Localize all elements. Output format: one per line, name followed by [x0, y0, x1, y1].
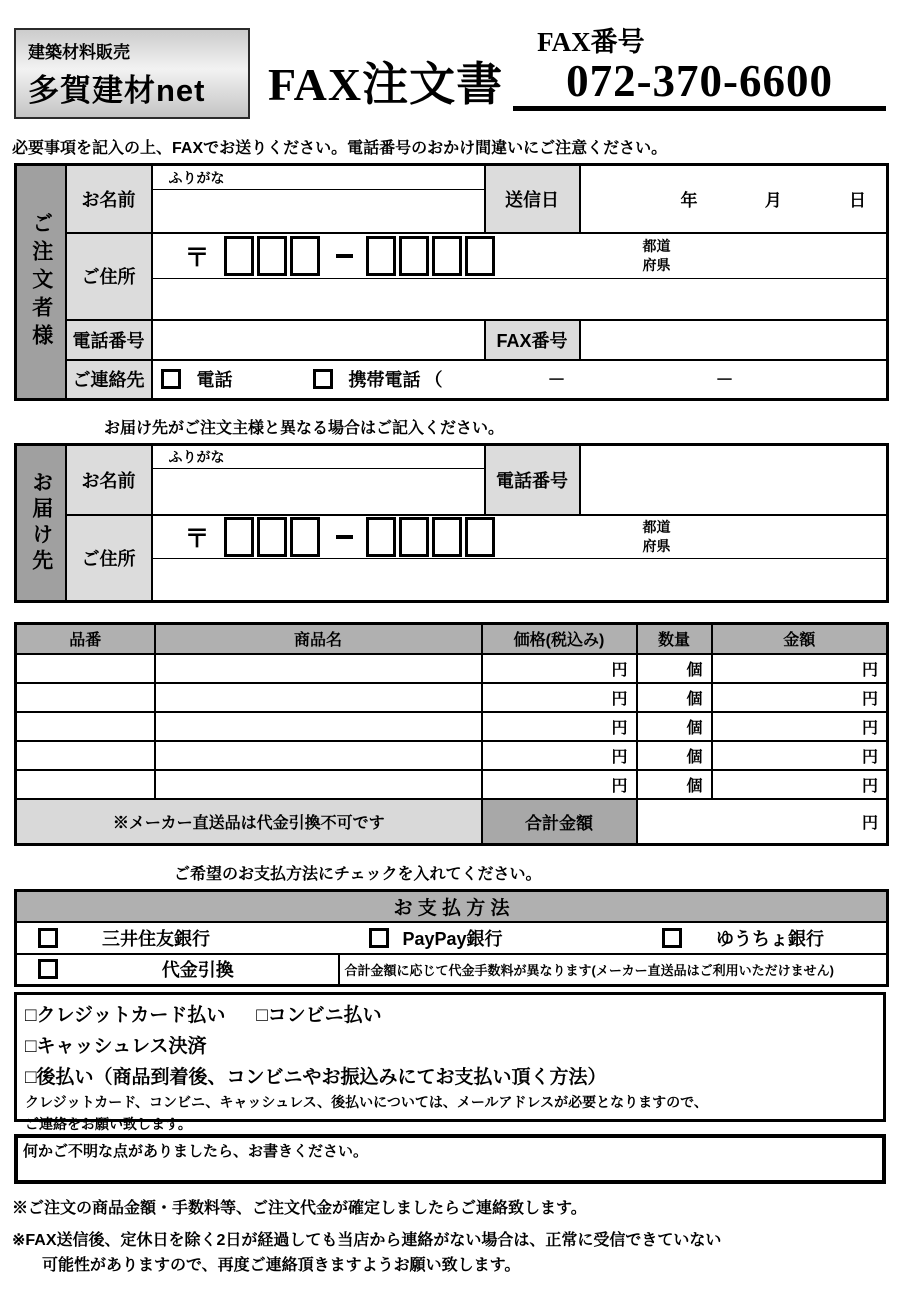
bank-option-paypay: [369, 925, 502, 951]
delivery-address-field[interactable]: [152, 559, 888, 602]
total-amount-label: 合計金額: [482, 799, 637, 845]
furigana-label: ふりがな: [168, 449, 225, 465]
orderer-phone-label: 電話番号: [66, 320, 152, 360]
other-payment-options-box: [14, 992, 886, 1133]
qty-cell[interactable]: 個: [637, 654, 712, 683]
phone-dash: －: [547, 370, 566, 391]
bank-yucho-checkbox[interactable]: [662, 928, 682, 948]
contact-method-row: [152, 360, 888, 400]
bank-paypay-label: PayPay銀行: [402, 928, 503, 949]
postal-digit-box[interactable]: [224, 236, 254, 276]
bank-option-yucho: [662, 925, 824, 951]
orderer-name-field[interactable]: [152, 190, 485, 233]
cod-option-cell: [16, 954, 339, 986]
contact-mobile-checkbox[interactable]: [313, 369, 333, 389]
bank-yucho-label: ゆうちょ銀行: [716, 928, 824, 949]
qty-cell[interactable]: 個: [637, 683, 712, 712]
orderer-name-label: お名前: [66, 165, 152, 233]
furigana-label: ふりがな: [168, 169, 225, 186]
product-code-cell[interactable]: [16, 741, 155, 770]
option-conbini[interactable]: □コンビニ払い: [256, 1005, 382, 1026]
postal-digit-box[interactable]: [366, 517, 396, 557]
product-code-cell[interactable]: [16, 683, 155, 712]
delivery-furigana-field[interactable]: [152, 445, 485, 469]
orderer-fax-label: FAX番号: [485, 320, 580, 360]
postal-digit-box[interactable]: [290, 517, 320, 557]
amount-cell[interactable]: 円: [712, 741, 888, 770]
delivery-name-field[interactable]: [152, 469, 485, 515]
delivery-section-label: お届け先: [29, 471, 53, 575]
postal-digit-box[interactable]: [399, 236, 429, 276]
payment-note: ご希望のお支払方法にチェックを入れてください。: [174, 866, 542, 883]
option-atobarai[interactable]: □後払い（商品到着後、コンビニやお振込みにてお支払い頂く方法）: [25, 1067, 607, 1088]
cod-checkbox[interactable]: [38, 959, 58, 979]
qty-cell[interactable]: 個: [637, 770, 712, 799]
delivery-section-label-cell: [16, 445, 66, 602]
product-name-cell[interactable]: [155, 683, 482, 712]
orderer-section-label: ご注文者様: [29, 212, 53, 352]
postal-digit-box[interactable]: [399, 517, 429, 557]
footer-note-1: ※ご注文の商品金額・手数料等、ご注文代金が確定しましたらご連絡致します。: [12, 1200, 587, 1217]
postal-digit-box[interactable]: [257, 517, 287, 557]
contact-method-label: ご連絡先: [66, 360, 152, 400]
logo-company-name: 多賀建材net: [28, 73, 206, 108]
comment-field-label: 何かご不明な点がありましたら、お書きください。: [23, 1144, 369, 1160]
postal-digit-box[interactable]: [290, 236, 320, 276]
month-label: 月: [764, 191, 782, 211]
instruction-text: 必要事項を記入の上、FAXでお送りください。電話番号のおかけ間違いにご注意ください。: [12, 140, 668, 157]
bank-smbc-checkbox[interactable]: [38, 928, 58, 948]
product-code-cell[interactable]: [16, 770, 155, 799]
company-logo: [14, 28, 250, 119]
direct-shipping-note: ※メーカー直送品は代金引換不可です: [16, 799, 482, 845]
day-label: 日: [849, 191, 866, 211]
fax-number-value: 072-370-6600: [513, 58, 886, 111]
fax-order-form: [0, 28, 900, 1292]
options-email-note-line2: ご連絡をお願い致します。: [25, 1118, 192, 1133]
prefecture-label: 都道 府県: [642, 518, 671, 554]
col-header-amount: 金額: [712, 624, 888, 654]
amount-cell[interactable]: 円: [712, 683, 888, 712]
send-date-field[interactable]: [580, 165, 888, 233]
delivery-table: [14, 443, 889, 603]
prefecture-label: 都道 府県: [642, 237, 671, 273]
orderer-fax-field[interactable]: [580, 320, 888, 360]
bank-smbc-label: 三井住友銀行: [102, 928, 210, 949]
price-cell[interactable]: 円: [482, 654, 637, 683]
header: [14, 28, 886, 122]
postal-digit-box[interactable]: [224, 517, 254, 557]
product-name-cell[interactable]: [155, 770, 482, 799]
product-table: [14, 622, 889, 846]
footer-note-2: ※FAX送信後、定休日を除く2日が経過しても当店から連絡がない場合は、正常に受信できていない: [12, 1232, 722, 1249]
comment-field[interactable]: [14, 1134, 886, 1184]
delivery-phone-label: 電話番号: [485, 445, 580, 515]
col-header-item-code: 品番: [16, 624, 155, 654]
contact-tel-label: 電話: [196, 370, 233, 391]
product-name-cell[interactable]: [155, 741, 482, 770]
price-cell[interactable]: 円: [482, 770, 637, 799]
phone-dash: －: [715, 370, 734, 391]
postal-digit-box[interactable]: [257, 236, 287, 276]
orderer-phone-field[interactable]: [152, 320, 485, 360]
qty-cell[interactable]: 個: [637, 712, 712, 741]
footer-note-3: 可能性がありますので、再度ご連絡頂きますようお願い致します。: [42, 1257, 521, 1274]
orderer-section-label-cell: [16, 165, 66, 400]
amount-cell[interactable]: 円: [712, 712, 888, 741]
col-header-qty: 数量: [637, 624, 712, 654]
product-name-cell[interactable]: [155, 712, 482, 741]
bank-options-row: [16, 922, 888, 954]
payment-table: [14, 889, 889, 987]
delivery-phone-field[interactable]: [580, 445, 888, 515]
postal-digit-box[interactable]: [366, 236, 396, 276]
orderer-address-label: ご住所: [66, 233, 152, 320]
footer-notes: [12, 1195, 900, 1275]
payment-method-header: お 支 払 方 法: [16, 891, 888, 922]
bank-paypay-checkbox[interactable]: [369, 928, 389, 948]
postal-dash: [336, 254, 353, 258]
product-code-cell[interactable]: [16, 712, 155, 741]
delivery-address-label: ご住所: [66, 515, 152, 602]
col-header-price: 価格(税込み): [482, 624, 637, 654]
orderer-address-field[interactable]: [152, 279, 888, 320]
option-cashless[interactable]: □キャッシュレス決済: [25, 1036, 207, 1057]
delivery-name-label: お名前: [66, 445, 152, 515]
cod-label: 代金引換: [161, 960, 234, 981]
postal-digit-box[interactable]: [432, 236, 462, 276]
amount-cell[interactable]: 円: [712, 770, 888, 799]
price-cell[interactable]: 円: [482, 712, 637, 741]
delivery-note: お届け先がご注文主様と異なる場合はご記入ください。: [104, 420, 505, 437]
product-name-cell[interactable]: [155, 654, 482, 683]
contact-tel-checkbox[interactable]: [161, 369, 181, 389]
postal-digit-box[interactable]: [465, 236, 495, 276]
postal-digit-box[interactable]: [465, 517, 495, 557]
contact-mobile-label: 携帯電話: [348, 370, 421, 391]
price-cell[interactable]: 円: [482, 683, 637, 712]
open-paren: （: [424, 370, 443, 391]
year-label: 年: [680, 191, 698, 211]
orderer-postal-row: [152, 233, 888, 279]
fax-number-label: FAX番号: [537, 27, 645, 57]
orderer-furigana-field[interactable]: [152, 165, 485, 190]
cod-fee-note: 合計金額に応じて代金手数料が異なります(メーカー直送品はご利用いただけません): [339, 954, 888, 986]
postal-dash: [336, 535, 353, 539]
qty-cell[interactable]: 個: [637, 741, 712, 770]
fax-number-block: [513, 28, 886, 122]
postal-mark: 〒: [184, 524, 210, 553]
product-code-cell[interactable]: [16, 654, 155, 683]
amount-cell[interactable]: 円: [712, 654, 888, 683]
delivery-postal-row: [152, 515, 888, 559]
option-line-1: [25, 1000, 875, 1031]
orderer-table: [14, 163, 889, 401]
send-date-label: 送信日: [485, 165, 580, 233]
total-amount-cell[interactable]: 円: [637, 799, 888, 845]
price-cell[interactable]: 円: [482, 741, 637, 770]
logo-tagline: 建築材料販売: [28, 43, 130, 62]
postal-digit-box[interactable]: [432, 517, 462, 557]
postal-mark: 〒: [184, 243, 210, 272]
option-credit-card[interactable]: □クレジットカード払い: [25, 1005, 226, 1026]
options-email-note-line1: クレジットカード、コンビニ、キャッシュレス、後払いについては、メールアドレスが必要となりますので、: [25, 1096, 708, 1111]
page-title: FAX注文書: [268, 59, 504, 110]
col-header-product-name: 商品名: [155, 624, 482, 654]
bank-option-smbc: [38, 925, 210, 951]
